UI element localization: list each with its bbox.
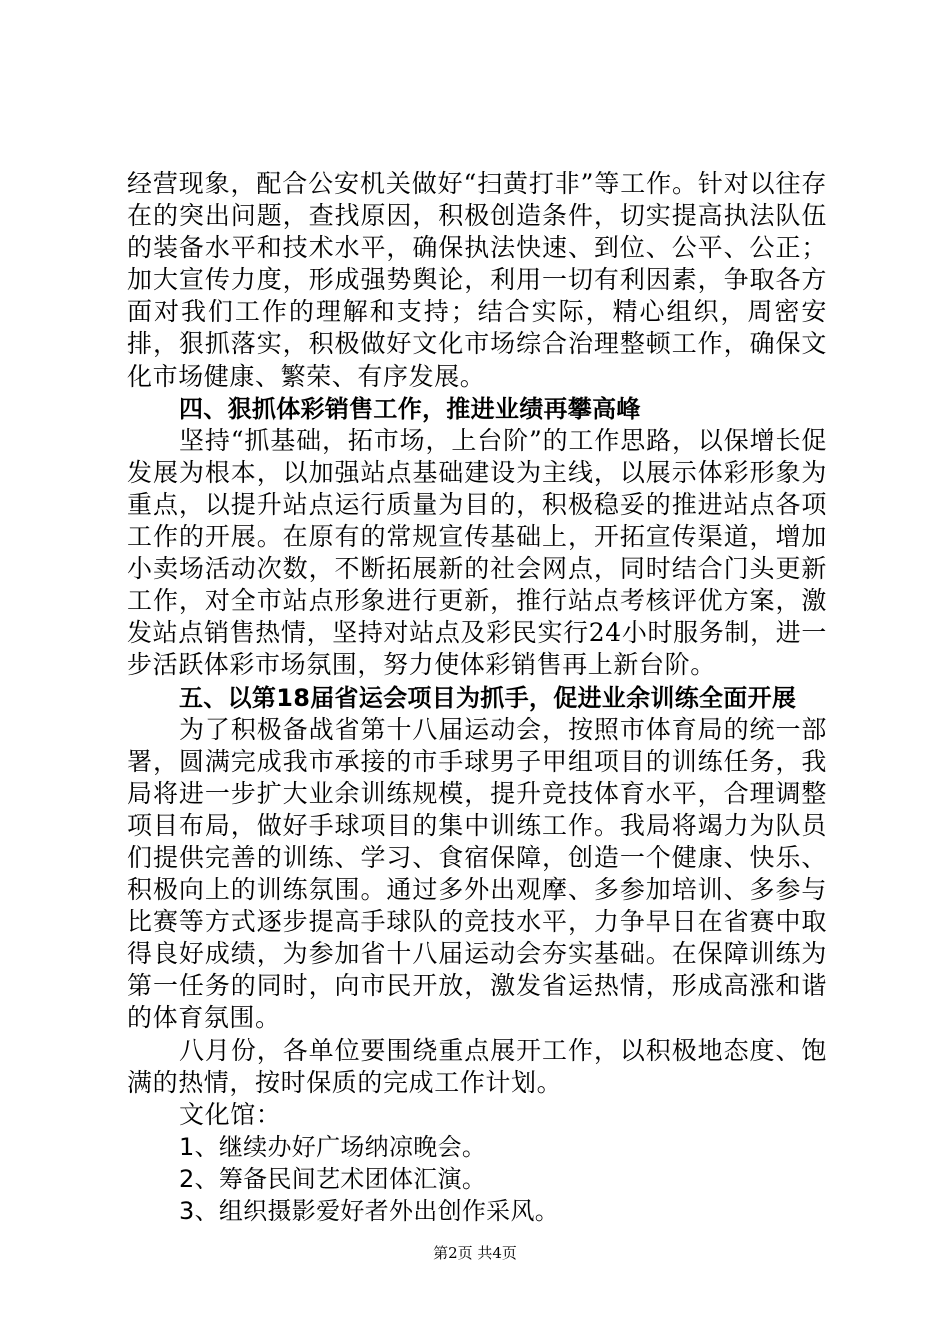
- unit-label: 文化馆：: [179, 1099, 282, 1129]
- document-body: [127, 168, 827, 1227]
- august-paragraph: 八月份，各单位要围绕重点展开工作，以积极地态度、饱满的热情，按时保质的完成工作计划。: [127, 1035, 827, 1097]
- list-item: 1、继续办好广场纳凉晚会。: [179, 1132, 487, 1161]
- list-item: 2、筹备民间艺术团体汇演。: [179, 1164, 487, 1193]
- list-item: 3、组织摄影爱好者外出创作采风。: [179, 1197, 560, 1225]
- paragraph-continuation: 经营现象，配合公安机关做好“扫黄打非”等工作。针对以往存在的突出问题，查找原因，积极创造条件，切实提高执法队伍的装备水平和技术水平，确保执法快速、到位、公平、公正；加大宣传力度，形成强势舆论，利用一切有利因素，争取各方面对我们工作的理解和支持；结合实际，精心组织，周密安排，狠抓落实，积极做好文化市场综合治理整顿工作，确保文化市场健康、繁荣、有序发展。: [127, 169, 827, 391]
- section-5-body: 为了积极备战省第十八届运动会，按照市体育局的统一部署，圆满完成我市承接的市手球男子甲组项目的训练任务，我局将进一步扩大业余训练规模，提升竞技体育水平，合理调整项目布局，做好手球项目的集中训练工作。我局将竭力为队员们提供完善的训练、学习、食宿保障，创造一个健康、快乐、积极向上的训练氛围。通过多外出观摩、多参加培训、多参与比赛等方式逐步提高手球队的竞技水平，力争早日在省赛中取得良好成绩，为参加省十八届运动会夯实基础。在保障训练为第一任务的同时，向市民开放，激发省运热情，形成高涨和谐的体育氛围。: [127, 714, 827, 1033]
- page-footer: 第2页 共4页: [433, 1244, 517, 1262]
- section-4-body: 坚持“抓基础，拓市场，上台阶”的工作思路，以保增长促发展为根本，以加强站点基础建设为主线，以展示体彩形象为重点，以提升站点运行质量为目的，积极稳妥的推进站点各项工作的开展。在原有的常规宣传基础上，开拓宣传渠道，增加小卖场活动次数，不断拓展新的社会网点，同时结合门头更新工作，对全市站点形象进行更新，推行站点考核评优方案，激发站点销售热情，坚持对站点及彩民实行24小时服务制，进一步活跃体彩市场氛围，努力使体彩销售再上新台阶。: [127, 425, 827, 680]
- section-4-heading: 四、狠抓体彩销售工作，推进业绩再攀高峰: [179, 394, 641, 423]
- section-5-heading: 五、以第18届省运会项目为抓手，促进业余训练全面开展: [179, 683, 797, 712]
